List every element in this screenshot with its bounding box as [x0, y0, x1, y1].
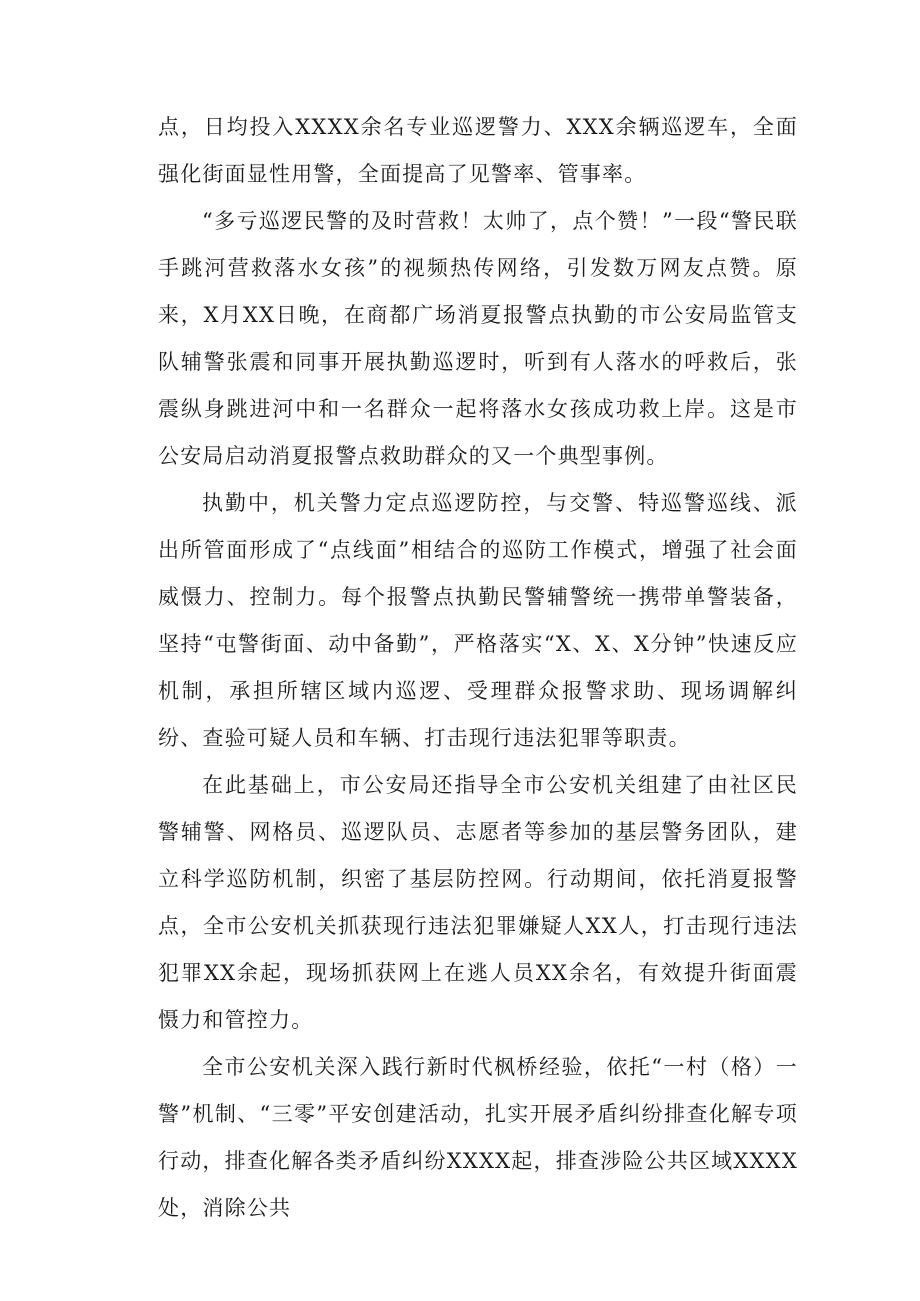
paragraph-grassroots-team: 在此基础上，市公安局还指导全市公安机关组建了由社区民警辅警、网格员、巡逻队员、志愿者等参加的基层警务团队，建立科学巡防机制，织密了基层防控网。行动期间，依托消夏报警点，全市公安机关抓获现行违法犯罪嫌疑人XX人，打击现行违法犯罪XX余起，现场抓获网上在逃人员XX余名，有效提升街面震慑力和管控力。	[158, 773, 798, 1032]
paragraph-patrol-mode: 执勤中，机关警力定点巡逻防控，与交警、特巡警巡线、派出所管面形成了“点线面”相结合的巡防工作模式，增强了社会面威慑力、控制力。每个报警点执勤民警辅警统一携带单警装备，坚持“屯警街面、动中备勤”，严格落实“X、X、X分钟”快速反应机制，承担所辖区域内巡逻、受理群众报警求助、现场调解纠纷、查验可疑人员和车辆、打击现行违法犯罪等职责。	[158, 491, 798, 750]
document-body	[158, 104, 798, 1232]
paragraph-rescue-story: “多亏巡逻民警的及时营救！太帅了，点个赞！”一段“警民联手跳河营救落水女孩”的视频热传网络，引发数万网友点赞。原来，X月XX日晚，在商都广场消夏报警点执勤的市公安局监管支队辅警张震和同事开展执勤巡逻时，听到有人落水的呼救后，张震纵身跳进河中和一名群众一起将落水女孩成功救上岸。这是市公安局启动消夏报警点救助群众的又一个典型事例。	[158, 209, 798, 468]
paragraph-fengqiao-experience: 全市公安机关深入践行新时代枫桥经验，依托“一村（格）一警”机制、“三零”平安创建活动，扎实开展矛盾纠纷排查化解专项行动，排查化解各类矛盾纠纷XXXX起，排查涉险公共区域XXXX处，消除公共	[158, 1055, 798, 1220]
paragraph-continuation: 点，日均投入XXXX余名专业巡逻警力、XXX余辆巡逻车，全面强化街面显性用警，全面提高了见警率、管事率。	[158, 115, 798, 186]
